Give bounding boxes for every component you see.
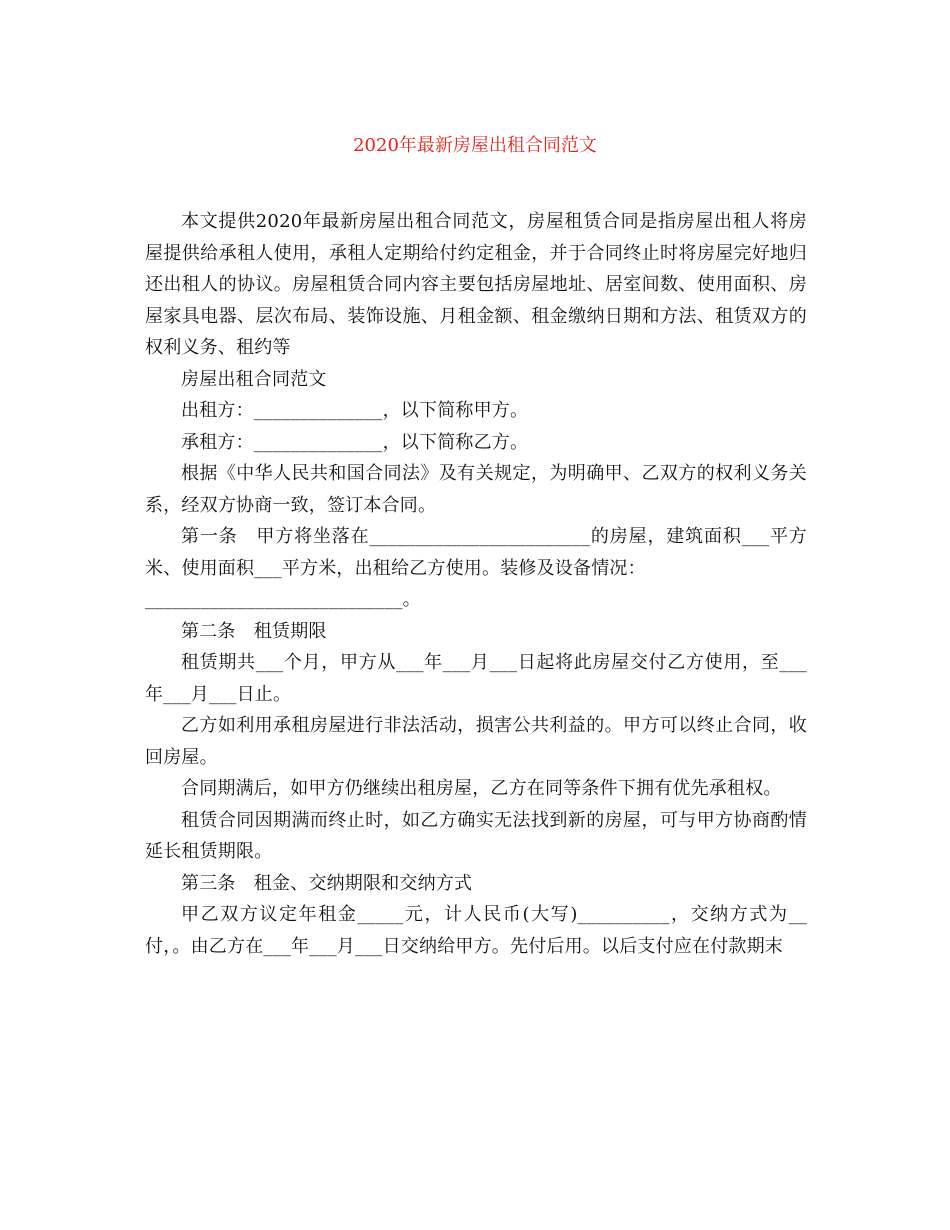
section-heading: 房屋出租合同范文 [181, 368, 327, 390]
priority-renewal-paragraph: 合同期满后，如甲方仍继续出租房屋，乙方在同等条件下拥有优先承租权。 [181, 778, 782, 799]
article-3-heading: 第三条 租金、交纳期限和交纳方式 [181, 872, 473, 894]
article-1-paragraph: 第一条 甲方将坐落在________________________的房屋，建筑面积___平方米、使用面积___平方米，出租给乙方使用。装修及设备情况： [145, 526, 807, 579]
article-2-heading: 第二条 租赁期限 [181, 620, 327, 642]
document-title: 2020年最新房屋出租合同范文 [353, 135, 597, 156]
intro-paragraph: 本文提供2020年最新房屋出租合同范文，房屋租赁合同是指房屋出租人将房屋提供给承租人使用，承租人定期给付约定租金，并于合同终止时将房屋完好地归还出租人的协议。房屋租赁合同内容主要包括房屋地址、居室间数、使用面积、房屋家具电器、层次布局、装饰设施、月租金额、租金缴纳日期和方法、租赁双方的权利义务、租约等 [145, 211, 807, 358]
lessee-line: 承租方：______________，以下简称乙方。 [181, 431, 529, 453]
lessor-line: 出租方：______________，以下简称甲方。 [181, 400, 529, 421]
rent-payment-paragraph: 甲乙双方议定年租金_____元，计人民币(大写)__________，交纳方式为__付，。由乙方在___年___月___日交纳给甲方。先付后用。以后支付应在付款期末 [145, 904, 807, 957]
extension-paragraph: 租赁合同因期满而终止时，如乙方确实无法找到新的房屋，可与甲方协商酌情延长租赁期限。 [145, 809, 807, 862]
basis-paragraph: 根据《中华人民共和国合同法》及有关规定，为明确甲、乙双方的权利义务关系，经双方协商一致，签订本合同。 [145, 463, 807, 516]
illegal-use-paragraph: 乙方如利用承租房屋进行非法活动，损害公共利益的。甲方可以终止合同，收回房屋。 [145, 715, 807, 768]
lease-term-paragraph: 租赁期共___个月，甲方从___年___月___日起将此房屋交付乙方使用，至___年___月___日止。 [145, 652, 807, 705]
equipment-blank-line: ____________________________。 [145, 589, 421, 610]
document-body [145, 206, 807, 962]
